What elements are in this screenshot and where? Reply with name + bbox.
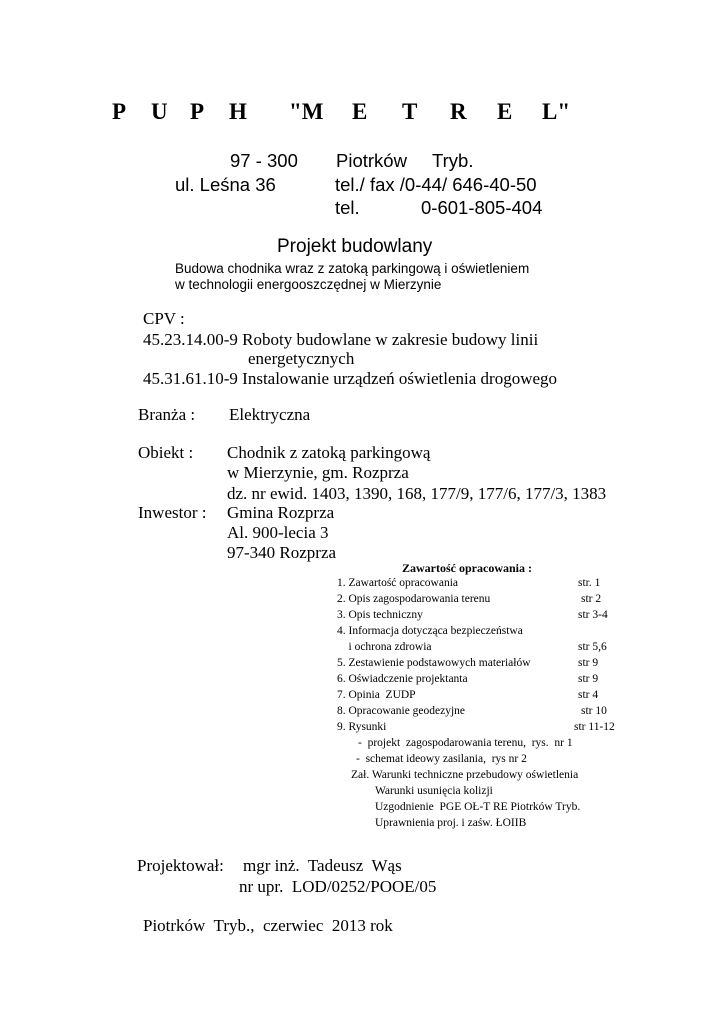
toc-item: 4. Informacja dotycząca bezpieczeństwa: [337, 625, 523, 637]
cpv-code-1: 45.23.14.00-9 Roboty budowlane w zakresie budowy linii: [143, 330, 539, 349]
company-letter: P: [190, 99, 205, 124]
obiekt-label: Obiekt :: [138, 443, 194, 462]
place-and-date: Piotrków Tryb., czerwiec 2013 rok: [143, 916, 393, 935]
toc-item-page: str 4: [578, 689, 599, 701]
toc-attachment: Uprawnienia proj. i zaśw. ŁOIIB: [375, 817, 527, 829]
project-description-line1: Budowa chodnika wraz z zatoką parkingową i oświetleniem: [175, 261, 530, 276]
branza-value: Elektryczna: [229, 405, 311, 424]
company-letter: E: [497, 99, 513, 124]
inwestor-line1: Gmina Rozprza: [227, 503, 335, 522]
toc-attachment: Zał. Warunki techniczne przebudowy oświetlenia: [351, 769, 579, 781]
toc-item: 6. Oświadczenie projektanta: [337, 673, 468, 685]
toc-item: 9. Rysunki: [337, 721, 387, 733]
inwestor-line3: 97-340 Rozprza: [227, 543, 337, 562]
cpv-label: CPV :: [143, 309, 185, 328]
obiekt-line1: Chodnik z zatoką parkingową: [227, 443, 431, 462]
company-letter: L": [542, 99, 571, 124]
toc-attachment: Warunki usunięcia kolizji: [375, 785, 493, 797]
company-letter: R: [450, 99, 467, 124]
cpv-code-1-continued: energetycznych: [248, 349, 355, 368]
company-letter: U: [151, 99, 168, 124]
toc-subitem: - projekt zagospodarowania terenu, rys. nr 1: [358, 737, 573, 749]
toc-item-page: str. 1: [578, 577, 601, 589]
address-city-suffix: Tryb.: [432, 150, 474, 171]
toc-item: 7. Opinia ZUDP: [337, 689, 416, 701]
address-street: ul. Leśna 36: [175, 174, 276, 195]
company-letter: E: [352, 99, 368, 124]
branza-label: Branża :: [138, 405, 196, 424]
author-label: Projektował:: [137, 856, 224, 875]
toc-item-page: str 9: [578, 657, 599, 669]
toc-item-page: str 10: [581, 705, 607, 717]
company-letter: T: [402, 99, 418, 124]
toc-attachment: Uzgodnienie PGE OŁ-T RE Piotrków Tryb.: [375, 801, 581, 813]
author-license: nr upr. LOD/0252/POOE/05: [239, 877, 437, 896]
toc-item-page: str 11-12: [574, 721, 615, 733]
toc-item: 3. Opis techniczny: [337, 609, 423, 621]
project-title: Projekt budowlany: [277, 236, 433, 257]
company-letter: "M: [289, 99, 324, 124]
address-phone-label: tel.: [335, 197, 360, 218]
toc-subitem: - schemat ideowy zasilania, rys nr 2: [356, 753, 527, 765]
toc-item: 5. Zestawienie podstawowych materiałów: [337, 657, 531, 669]
toc-item-page: str 5,6: [578, 641, 607, 653]
toc-heading: Zawartość opracowania :: [402, 561, 532, 575]
obiekt-line3: dz. nr ewid. 1403, 1390, 168, 177/9, 177/6, 177/3, 1383: [227, 484, 607, 503]
company-letter: H: [229, 99, 247, 124]
toc-item-page: str 9: [578, 673, 599, 685]
toc-item: 1. Zawartość opracowania: [337, 577, 459, 589]
toc-item: 8. Opracowanie geodezyjne: [337, 705, 466, 717]
inwestor-line2: Al. 900-lecia 3: [227, 523, 329, 542]
toc-item: i ochrona zdrowia: [337, 641, 432, 653]
cpv-code-2: 45.31.61.10-9 Instalowanie urządzeń oświetlenia drogowego: [143, 369, 558, 388]
author-name: mgr inż. Tadeusz Wąs: [243, 856, 402, 875]
obiekt-line2: w Mierzynie, gm. Rozprza: [227, 463, 409, 482]
inwestor-label: Inwestor :: [138, 503, 207, 522]
toc-item: 2. Opis zagospodarowania terenu: [337, 593, 491, 605]
toc-item-page: str 2: [581, 593, 602, 605]
company-letter: P: [112, 99, 127, 124]
address-phone-fax: tel./ fax /0-44/ 646-40-50: [335, 174, 537, 195]
address-postal-code: 97 - 300: [230, 150, 298, 171]
toc-item-page: str 3-4: [578, 609, 608, 621]
address-city: Piotrków: [336, 150, 407, 171]
project-description-line2: w technologii energooszczędnej w Mierzynie: [175, 277, 442, 292]
address-phone-number: 0-601-805-404: [421, 197, 543, 218]
